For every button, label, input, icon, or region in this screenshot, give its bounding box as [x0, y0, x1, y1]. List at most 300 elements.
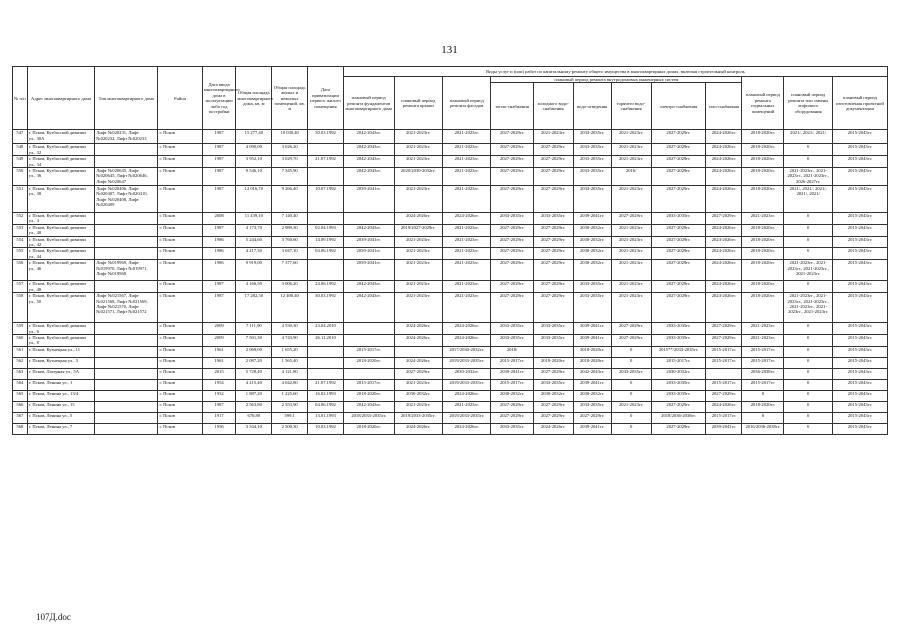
row-cold: 2021-2023гг.: [533, 130, 573, 144]
row-first-date: 04.06.1992: [308, 248, 344, 260]
row-address: г. Псков, Кузбасской дивизии ул., 30А: [27, 130, 94, 144]
row-cold: 2033-2035гг.: [533, 213, 573, 225]
row-district: г. Псков: [158, 346, 202, 357]
works-group-header: Виды услуг и (или) работ по капитальному ремонту общего имущества в многоквартирных домах, включая строительный контроль: [343, 67, 887, 77]
row-cold: 2027-2029гг.: [533, 281, 573, 293]
row-year: 1961: [202, 346, 236, 357]
row-lift-list: [95, 236, 158, 248]
row-elec: 2027-2029гг.: [651, 144, 706, 156]
row-total-area: 2 069,00: [236, 346, 272, 357]
row-facade: 2021-2023гг.: [442, 144, 490, 156]
row-res-area: 2 989,30: [272, 224, 308, 236]
row-cold: 2018-2020гг.: [533, 357, 573, 368]
row-heat: 2015-2017гг.: [491, 357, 533, 368]
row-hot: 2033-2035гг.: [611, 368, 651, 379]
row-cold: 2024-2026гг.: [533, 423, 573, 434]
row-heat: 2039-2041гг.: [491, 368, 533, 379]
row-lift-list: [95, 401, 158, 412]
row-found: 2018/2033-2035гг.: [343, 412, 394, 423]
row-facade: 2021-2023гг.: [442, 401, 490, 412]
row-found: 2039-2041гг.: [343, 260, 394, 281]
row-gas: 2027-2029гг.: [706, 390, 742, 401]
row-facade: 2021-2023гг.: [442, 156, 490, 168]
row-sewer: 2039-2041гг.: [573, 379, 611, 390]
row-number: 558: [13, 293, 28, 323]
row-found: 2018-2020гг.: [343, 390, 394, 401]
col-lift-header: плановый период ремонта или замены лифтового оборудования: [784, 77, 832, 130]
row-found: 2042-2043гг.: [343, 144, 394, 156]
row-cold: 2027-2029гг.: [533, 168, 573, 186]
row-address: г. Псков, Лагерная ул., 5А: [27, 368, 94, 379]
row-address: г. Псков, Ленина ул., 15: [27, 401, 94, 412]
row-total-area: 11 439,10: [236, 213, 272, 225]
row-first-date: 21.07.1992: [308, 379, 344, 390]
row-lift-list: [95, 346, 158, 357]
row-first-date: [308, 144, 344, 156]
row-heat: 2027-2029гг.: [491, 293, 533, 323]
row-heat: 2027-2029гг.: [491, 236, 533, 248]
row-total-area: 12 016,70: [236, 186, 272, 213]
row-year: 1986: [202, 260, 236, 281]
row-hot: 2027-2029гг.: [611, 323, 651, 335]
col-found-header: плановый период ремонта фундаментов многоквартирного дома: [343, 77, 394, 130]
row-sewer: 2033-2035гг.: [573, 281, 611, 293]
row-heat: 2027-2029гг.: [491, 130, 533, 144]
row-hot: 2027-2029гг.: [611, 334, 651, 346]
table-row: [13, 412, 888, 423]
row-res-area: 1 655,20: [272, 346, 308, 357]
row-psd: 2015-2043гг.: [832, 293, 887, 323]
row-res-area: 7 345,90: [272, 168, 308, 186]
row-district: г. Псков: [158, 186, 202, 213]
row-roof: 2021-2023гг.: [394, 401, 442, 412]
col-elec-header: электро-снабжения: [651, 83, 706, 130]
row-psd: 2015-2043гг.: [832, 334, 887, 346]
row-lift: 2021-2023гг., 2021-2023гг., 2021-2023гг., 2026-2027гг.: [784, 168, 832, 186]
row-facade: 2021-2023гг.: [442, 248, 490, 260]
row-res-area: 4 530,30: [272, 323, 308, 335]
row-sewer: 2039-2041гг.: [573, 213, 611, 225]
row-cold: 2027-2029гг.: [533, 224, 573, 236]
col-res-area-header: Общая площадь жилых и нежилых помещений, кв. м: [272, 67, 308, 130]
row-cold: 2027-2029гг.: [533, 260, 573, 281]
row-number: 547: [13, 130, 28, 144]
row-number: 549: [13, 156, 28, 168]
row-number: 557: [13, 281, 28, 293]
row-facade: 2019/2033-2035гг.: [442, 357, 490, 368]
row-first-date: 30.03.1992: [308, 293, 344, 323]
row-year: 1932: [202, 390, 236, 401]
row-hot: 2021-2023гг.: [611, 293, 651, 323]
table-row: [13, 346, 888, 357]
row-basement: 2018-2020гг.: [742, 260, 784, 281]
row-lift: 0: [784, 368, 832, 379]
table-row: [13, 423, 888, 434]
row-basement: 2018-2020гг.: [742, 186, 784, 213]
row-year: 1987: [202, 401, 236, 412]
row-basement: 2015-2017гг.: [742, 357, 784, 368]
row-district: г. Псков: [158, 236, 202, 248]
row-gas: 2015-2017гг.: [706, 412, 742, 423]
row-res-area: 9 266,40: [272, 186, 308, 213]
row-lift: 0: [784, 248, 832, 260]
row-year: 2015: [202, 368, 236, 379]
row-res-area: 2 553,90: [272, 401, 308, 412]
row-heat: 2027-2029гг.: [491, 186, 533, 213]
row-sewer: 2033-2035гг.: [573, 293, 611, 323]
row-number: 559: [13, 323, 28, 335]
row-number: 554: [13, 236, 28, 248]
row-elec: 2027-2029гг.: [651, 248, 706, 260]
col-type-header: Тип многоквартирного дома: [95, 67, 158, 130]
row-sewer: 2033-2035гг.: [573, 401, 611, 412]
row-total-area: 4 166,50: [236, 281, 272, 293]
col-num-header: № п/п: [13, 67, 28, 130]
row-year: 1987: [202, 186, 236, 213]
row-res-area: 3 047,10: [272, 248, 308, 260]
row-elec: 2033-2035гг.: [651, 379, 706, 390]
table-row: [13, 186, 888, 213]
row-roof: 2021-2023гг.: [394, 293, 442, 323]
row-facade: 2024-2026гг.: [442, 334, 490, 346]
row-first-date: 24.06.1992: [308, 281, 344, 293]
row-basement: 2016/2036-2038гг.: [742, 423, 784, 434]
row-gas: 2024-2026гг.: [706, 186, 742, 213]
row-basement: 2021-2023гг.: [742, 334, 784, 346]
row-basement: 0: [742, 412, 784, 423]
row-year: 1986: [202, 236, 236, 248]
row-heat: 2027-2029гг.: [491, 260, 533, 281]
row-roof: 2027-2029гг.: [394, 368, 442, 379]
row-district: г. Псков: [158, 323, 202, 335]
row-gas: 2024-2026гг.: [706, 156, 742, 168]
row-first-date: 02.04.1993: [308, 224, 344, 236]
row-hot: 2021-2023гг.: [611, 144, 651, 156]
row-address: г. Псков, Кузбасской дивизии ул., 36: [27, 168, 94, 186]
row-res-area: 3 006,20: [272, 281, 308, 293]
row-roof: 2021-2023гг.: [394, 130, 442, 144]
row-psd: 2015-2043гг.: [832, 248, 887, 260]
row-cold: 2027-2029гг.: [533, 144, 573, 156]
row-address: г. Псков, Кузбасской дивизии ул., 32: [27, 144, 94, 156]
row-number: 553: [13, 224, 28, 236]
row-gas: 2024-2026гг.: [706, 130, 742, 144]
row-facade: 2024-2026гг.: [442, 423, 490, 434]
row-elec: 2027-2029гг.: [651, 423, 706, 434]
row-number: 566: [13, 401, 28, 412]
row-basement: 2018-2020гг.: [742, 144, 784, 156]
col-year-header: Дата ввода многоквартирного дома в эксплуатацию либо год постройки: [202, 67, 236, 130]
row-number: 561: [13, 346, 28, 357]
row-facade: 2021-2023гг.: [442, 186, 490, 213]
table-row: [13, 293, 888, 323]
row-lift-list: [95, 357, 158, 368]
row-roof: 2024-2026гг.: [394, 323, 442, 335]
row-gas: 2015-2017гг.: [706, 379, 742, 390]
row-gas: 2024-2026гг.: [706, 236, 742, 248]
row-elec: 2015-2017гг.: [651, 357, 706, 368]
row-district: г. Псков: [158, 412, 202, 423]
row-year: 1987: [202, 224, 236, 236]
row-facade: 2021-2023гг.: [442, 260, 490, 281]
row-hot: 2021-2023гг.: [611, 248, 651, 260]
row-lift-list: [95, 412, 158, 423]
row-total-area: 4 215,40: [236, 379, 272, 390]
row-facade: 2021-2023гг.: [442, 236, 490, 248]
row-district: г. Псков: [158, 368, 202, 379]
row-address: г. Псков, Кузбасской дивизии ул., 8: [27, 334, 94, 346]
row-lift: 0: [784, 401, 832, 412]
row-heat: 2033-2035гг.: [491, 334, 533, 346]
row-res-area: 4 121,80: [272, 368, 308, 379]
col-facade-header: плановый период ремонта фасадов: [442, 77, 490, 130]
row-first-date: 04.06.1992: [308, 401, 344, 412]
row-hot: 0: [611, 412, 651, 423]
row-lift-list: [95, 224, 158, 236]
row-sewer: 2030-2032гг.: [573, 248, 611, 260]
row-number: 565: [13, 390, 28, 401]
row-gas: 2024-2026гг.: [706, 144, 742, 156]
row-first-date: 30.03.1992: [308, 130, 344, 144]
row-district: г. Псков: [158, 281, 202, 293]
row-district: г. Псков: [158, 357, 202, 368]
row-res-area: 4 743,90: [272, 334, 308, 346]
col-heat-header: тепло-снабжения: [491, 83, 533, 130]
row-address: г. Псков, Кузнецкая ул., 3: [27, 357, 94, 368]
row-total-area: 7 111,90: [236, 323, 272, 335]
row-first-date: [308, 368, 344, 379]
row-elec: 2027-2029гг.: [651, 281, 706, 293]
row-hot: 0: [611, 357, 651, 368]
row-first-date: 16.02.1993: [308, 390, 344, 401]
row-res-area: 4 042,80: [272, 379, 308, 390]
row-elec: 2030-2032гг.: [651, 368, 706, 379]
row-hot: 0: [611, 379, 651, 390]
row-total-area: 2 563,80: [236, 401, 272, 412]
row-psd: 2015-2043гг.: [832, 412, 887, 423]
row-basement: 2018-2020гг.: [742, 156, 784, 168]
row-sewer: 2033-2035гг.: [573, 186, 611, 213]
row-lift-list: [95, 368, 158, 379]
row-total-area: 17 282,50: [236, 293, 272, 323]
row-district: г. Псков: [158, 379, 202, 390]
row-cold: 2027-2029гг.: [533, 236, 573, 248]
row-roof: 2024-2026гг.: [394, 357, 442, 368]
row-lift-list: Лифт №020231, Лифт №020232, Лифт №020233: [95, 130, 158, 144]
row-facade: 2019/2033-2035гг.: [442, 379, 490, 390]
row-year: 1987: [202, 281, 236, 293]
row-basement: 2018-2020гг.: [742, 281, 784, 293]
row-roof: 2020/2030-2032гг.: [394, 168, 442, 186]
row-sewer: 2030-2032гг.: [573, 224, 611, 236]
row-lift: 0: [784, 390, 832, 401]
row-year: 1917: [202, 412, 236, 423]
row-cold: 2027-2029гг.: [533, 248, 573, 260]
row-res-area: 3 029,70: [272, 156, 308, 168]
row-heat: 2033-2035гг.: [491, 423, 533, 434]
row-res-area: 599,1: [272, 412, 308, 423]
row-psd: 2015-2043гг.: [832, 224, 887, 236]
row-facade: 2021-2023гг.: [442, 224, 490, 236]
row-year: 1987: [202, 156, 236, 168]
col-first-date-header: Дата приватизации первого жилого помещения: [308, 67, 344, 130]
row-psd: 2015-2043гг.: [832, 281, 887, 293]
row-first-date: [308, 260, 344, 281]
row-total-area: 3 544,10: [236, 423, 272, 434]
row-found: 2042-2043гг.: [343, 293, 394, 323]
row-sewer: 2027-2029гг.: [573, 412, 611, 423]
row-cold: [533, 346, 573, 357]
row-found: [343, 323, 394, 335]
row-roof: 2021-2023гг.: [394, 379, 442, 390]
row-number: 563: [13, 368, 28, 379]
row-basement: 2018-2020гг.: [742, 248, 784, 260]
row-elec: 2027-2029гг.: [651, 224, 706, 236]
row-gas: 2024-2026гг.: [706, 260, 742, 281]
row-total-area: 2 087,20: [236, 357, 272, 368]
row-hot: 2021-2023гг.: [611, 281, 651, 293]
row-address: г. Псков, Кузбасской дивизии ул., 6: [27, 323, 94, 335]
row-psd: 2015-2043гг.: [832, 346, 887, 357]
row-district: г. Псков: [158, 168, 202, 186]
row-first-date: [308, 346, 344, 357]
row-sewer: 2039-2041гг.: [573, 423, 611, 434]
row-address: г. Псков, Кузбасской дивизии ул., 48: [27, 281, 94, 293]
row-psd: 2015-2043гг.: [832, 379, 887, 390]
row-lift: 2021/, 2021/, 2021/: [784, 130, 832, 144]
row-psd: 2015-2043гг.: [832, 401, 887, 412]
row-heat: 2015-2017гг.: [491, 379, 533, 390]
row-elec: 2015**/2033-2035гг.: [651, 346, 706, 357]
row-lift: 0: [784, 346, 832, 357]
table-row: [13, 156, 888, 168]
row-psd: 2015-2043гг.: [832, 423, 887, 434]
row-res-area: 1 565,40: [272, 357, 308, 368]
file-name-footer: 107Д.doc: [36, 612, 71, 622]
row-address: г. Псков, Кузбасской дивизии ул., 38: [27, 186, 94, 213]
row-hot: 2021-2023гг.: [611, 401, 651, 412]
table-row: [13, 144, 888, 156]
row-heat: 2033-2035гг.: [491, 213, 533, 225]
row-address: г. Псков, Ленина ул., 1: [27, 379, 94, 390]
row-address: г. Псков, Кузбасской дивизии ул., 34: [27, 156, 94, 168]
row-roof: 2021-2023гг.: [394, 156, 442, 168]
row-lift-list: Лифт №020406, Лифт №020407, Лифт №020410, Лифт №020408, Лифт №020409: [95, 186, 158, 213]
row-gas: 2027-2029гг.: [706, 323, 742, 335]
row-hot: 2021-2023гг.: [611, 130, 651, 144]
row-district: г. Псков: [158, 156, 202, 168]
row-basement: 2015-2017гг.: [742, 346, 784, 357]
row-roof: 2024-2026гг.: [394, 334, 442, 346]
col-cold-header: холодного водо-снабжения: [533, 83, 573, 130]
row-sewer: 2033-2035гг.: [573, 144, 611, 156]
row-res-area: 1 225,60: [272, 390, 308, 401]
col-district-header: Район: [158, 67, 202, 130]
row-gas: 2027-2029гг.: [706, 334, 742, 346]
row-district: г. Псков: [158, 260, 202, 281]
row-first-date: 21.07.1992: [308, 156, 344, 168]
row-year: 1987: [202, 130, 236, 144]
row-elec: 2033-2035гг.: [651, 334, 706, 346]
row-found: 2039-2041гг.: [343, 236, 394, 248]
row-total-area: 7 501,30: [236, 334, 272, 346]
row-psd: 2015-2043гг.: [832, 260, 887, 281]
row-number: 562: [13, 357, 28, 368]
row-year: 1987: [202, 168, 236, 186]
row-found: 2039-2041гг.: [343, 186, 394, 213]
row-gas: 2024-2026гг.: [706, 401, 742, 412]
row-first-date: 13.01.1993: [308, 412, 344, 423]
row-year: 1956: [202, 423, 236, 434]
row-elec: 2027-2029гг.: [651, 186, 706, 213]
row-roof: 2024-2026гг.: [394, 423, 442, 434]
row-sewer: 2018-2020гг.: [573, 357, 611, 368]
row-found: 2015-2017гг.: [343, 346, 394, 357]
row-year: 1987: [202, 144, 236, 156]
row-year: 1986: [202, 248, 236, 260]
row-elec: 2027-2029гг.: [651, 260, 706, 281]
col-gas-header: газо-снабжения: [706, 83, 742, 130]
row-first-date: 23.04.2010: [308, 323, 344, 335]
row-basement: 0: [742, 390, 784, 401]
table-row: [13, 281, 888, 293]
row-gas: 2027-2029гг.: [706, 213, 742, 225]
row-psd: 2015-2043гг.: [832, 236, 887, 248]
row-roof: 2019/2033-2035гг.: [394, 412, 442, 423]
row-lift-list: [95, 281, 158, 293]
row-lift-list: [95, 213, 158, 225]
row-res-area: 12 400,40: [272, 293, 308, 323]
row-district: г. Псков: [158, 423, 202, 434]
col-basement-header: плановый период ремонта подвальных помещений: [742, 77, 784, 130]
row-res-area: 2 500,30: [272, 423, 308, 434]
row-heat: 2033-2035гг.: [491, 323, 533, 335]
row-elec: 2027-2029гг.: [651, 236, 706, 248]
row-gas: 2015-2017гг.: [706, 357, 742, 368]
row-heat: 2030-2032гг.: [491, 390, 533, 401]
row-roof: 2021-2023гг.: [394, 281, 442, 293]
row-res-area: 7 377,60: [272, 260, 308, 281]
table-row: [13, 379, 888, 390]
row-district: г. Псков: [158, 334, 202, 346]
row-total-area: 3 952,10: [236, 156, 272, 168]
row-lift-list: [95, 379, 158, 390]
row-hot: 2021-2023гг.: [611, 156, 651, 168]
row-number: 568: [13, 423, 28, 434]
col-total-area-header: Общая площадь многоквартирного дома, кв. м: [236, 67, 272, 130]
row-facade: 2024-2026гг.: [442, 323, 490, 335]
row-lift-list: [95, 248, 158, 260]
row-found: [343, 334, 394, 346]
row-roof: 2030-2032гг.: [394, 390, 442, 401]
row-cold: 2033-2035гг.: [533, 323, 573, 335]
table-row: [13, 213, 888, 225]
row-lift: 0: [784, 357, 832, 368]
row-number: 560: [13, 334, 28, 346]
row-found: 2042-2043гг.: [343, 156, 394, 168]
row-found: 2018-2020гг.: [343, 357, 394, 368]
row-lift: 0: [784, 224, 832, 236]
row-sewer: 2018-2020гг.: [573, 346, 611, 357]
row-heat: 2027-2029гг.: [491, 281, 533, 293]
row-res-area: 10 030,40: [272, 130, 308, 144]
row-hot: 0: [611, 423, 651, 434]
row-elec: 2033-2035гг.: [651, 323, 706, 335]
table-row: [13, 401, 888, 412]
row-facade: 2030-2032гг.: [442, 368, 490, 379]
row-roof: 2021-2023гг.: [394, 144, 442, 156]
row-number: 556: [13, 260, 28, 281]
